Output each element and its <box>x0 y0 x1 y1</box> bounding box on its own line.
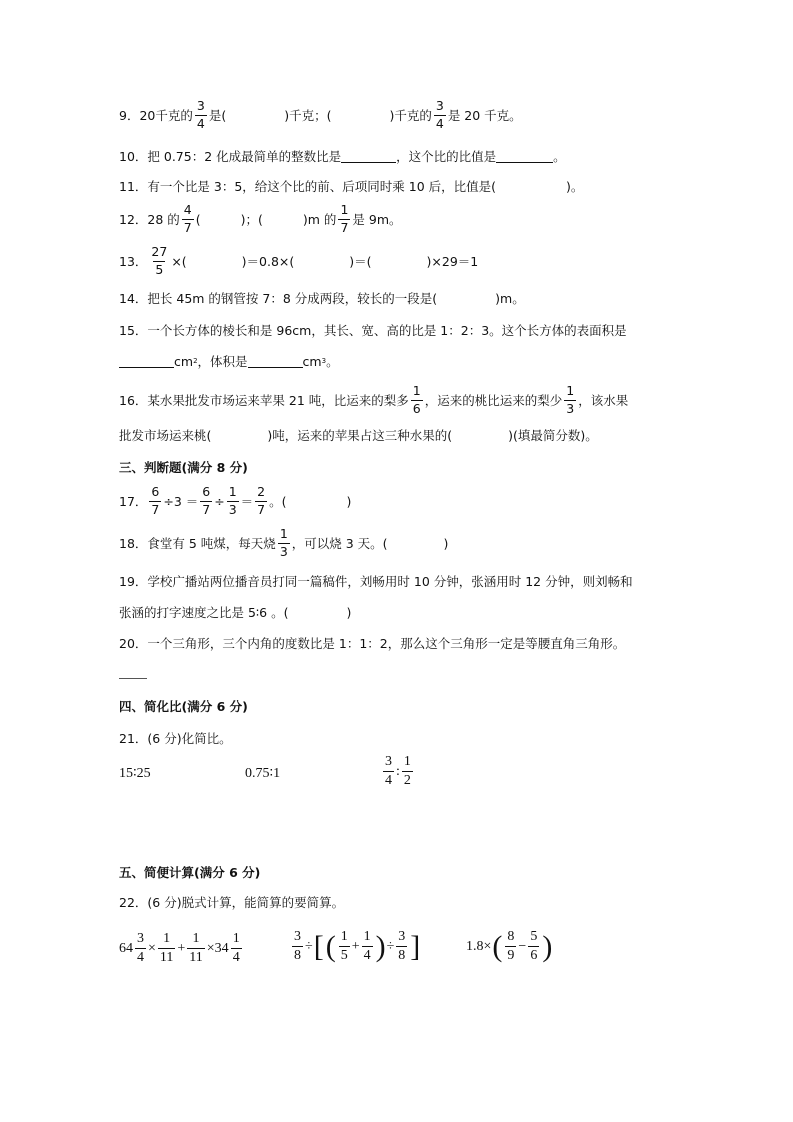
question-11: 11．有一个比是 3：5，给这个比的前、后项同时乘 10 后，比值是( )。 <box>119 179 584 194</box>
question-16-cont: 批发市场运来桃( )吨，运来的苹果占这三种水果的( )(填最简分数)。 <box>119 428 598 443</box>
fraction: $\frac{1}{4}$ <box>232 931 240 965</box>
question-9: 9．20千克的 $\frac{3}{4}$ 是( )千克；( )千克的 $\frac{3}{4}$ 是 20 千克。 <box>119 98 522 131</box>
question-22: 22．(6 分)脱式计算，能简算的要简算。 <box>119 895 345 910</box>
question-13: 13． $\frac{27}{5}$ ×( )＝0.8×( )＝( )×29＝1 <box>119 244 479 277</box>
fraction: $\frac{1}{11}$ <box>189 931 203 965</box>
fraction: $\frac{1}{11}$ <box>159 931 174 965</box>
answer-blank[interactable] <box>248 355 303 368</box>
question-14: 14．把长 45m 的钢管按 7：8 分成两段，较长的一段是( )m。 <box>119 291 525 306</box>
section-heading: 五、简便计算(满分 6 分) <box>119 865 261 880</box>
right-paren: ) <box>375 929 386 963</box>
fraction: $\frac{1}{5}$ <box>340 929 348 963</box>
fraction: $\frac{6}{7}$ <box>151 484 160 517</box>
fraction: $\frac{3}{8}$ <box>398 929 406 963</box>
fraction: $\frac{8}{9}$ <box>507 929 515 963</box>
answer-blank[interactable] <box>496 150 553 163</box>
question-18: 18．食堂有 5 吨煤，每天烧 $\frac{1}{3}$ ，可以烧 3 天。( ) <box>119 526 449 559</box>
expression-3: 1.8× ( $\frac{8}{9}$ − $\frac{5}{6}$ ) <box>466 929 553 963</box>
answer-blank[interactable] <box>341 150 396 163</box>
fraction: $\frac{2}{7}$ <box>257 484 266 517</box>
expression-1: 64 $\frac{3}{4}$ × $\frac{1}{11}$ + $\frac{1}{11}$ ×34 $\frac{1}{4}$ <box>119 931 240 965</box>
left-square-bracket: [ <box>313 929 324 963</box>
section-heading: 三、判断题(满分 8 分) <box>119 460 248 475</box>
left-paren: ( <box>492 929 503 963</box>
question-12: 12．28 的 $\frac{4}{7}$ ( )；( )m 的 $\frac{1}{7}$ 是 9m。 <box>119 202 402 235</box>
fraction: $\frac{3}{4}$ <box>196 98 205 131</box>
fraction: $\frac{27}{5}$ <box>151 244 168 277</box>
right-square-bracket: ] <box>410 929 421 963</box>
left-paren: ( <box>325 929 336 963</box>
expression-2: $\frac{3}{8}$ ÷ [ ( $\frac{1}{5}$ + $\frac{1}{4}$ ) ÷ $\frac{3}{8}$ ] <box>294 929 421 963</box>
question-10: 10．把 0.75：2 化成最简单的整数比是 ，这个比的比值是 。 <box>119 149 566 164</box>
fraction: $\frac{5}{6}$ <box>530 929 538 963</box>
fraction: $\frac{4}{7}$ <box>183 202 192 235</box>
fraction: $\frac{1}{3}$ <box>566 383 575 416</box>
fraction: $\frac{1}{3}$ <box>279 526 288 559</box>
fraction: $\frac{1}{4}$ <box>363 929 371 963</box>
question-20: 20．一个三角形，三个内角的度数比是 1：1：2，那么这个三角形一定是等腰直角三角形。 <box>119 636 626 651</box>
question-19-cont: 张涵的打字速度之比是 5∶6 。( ) <box>119 604 352 620</box>
fraction: $\frac{1}{7}$ <box>340 202 349 235</box>
ratio-2: 0.75∶1 <box>245 766 281 781</box>
question-15: 15．一个长方体的棱长和是 96cm，其长、宽、高的比是 1：2：3。这个长方体的表面积是 <box>119 323 627 338</box>
right-paren: ) <box>542 929 553 963</box>
question-16: 16．某水果批发市场运来苹果 21 吨，比运来的梨多 $\frac{1}{6}$ ，运来的桃比运来的梨少 $\frac{1}{3}$ ，该水果 <box>119 383 629 416</box>
question-17: 17． $\frac{6}{7}$ ÷3 ＝ $\frac{6}{7}$ ÷ $\frac{1}{3}$ ＝ $\frac{2}{7}$ 。( ) <box>119 484 352 517</box>
fraction: $\frac{1}{3}$ <box>228 484 237 517</box>
question-19: 19．学校广播站两位播音员打同一篇稿件，刘畅用时 10 分钟，张涵用时 12 分钟，则刘畅和 <box>119 574 633 589</box>
answer-blank[interactable] <box>119 355 174 368</box>
ratio-1: 15∶25 <box>119 766 151 781</box>
fraction: $\frac{3}{4}$ <box>385 754 392 788</box>
fraction: $\frac{1}{2}$ <box>403 754 411 788</box>
fraction: $\frac{3}{4}$ <box>435 98 444 131</box>
fraction: $\frac{3}{8}$ <box>294 929 301 963</box>
fraction: $\frac{6}{7}$ <box>202 484 211 517</box>
answer-blank[interactable] <box>119 678 147 679</box>
ratio-3: $\frac{3}{4}$ : $\frac{1}{2}$ <box>385 754 411 788</box>
fraction: $\frac{3}{4}$ <box>137 931 144 965</box>
fraction: $\frac{1}{6}$ <box>412 383 421 416</box>
question-21: 21．(6 分)化简比。 <box>119 731 232 746</box>
section-heading: 四、简化比(满分 6 分) <box>119 699 248 714</box>
question-15-cont: cm 2 ，体积是 cm 3 。 <box>119 352 339 370</box>
